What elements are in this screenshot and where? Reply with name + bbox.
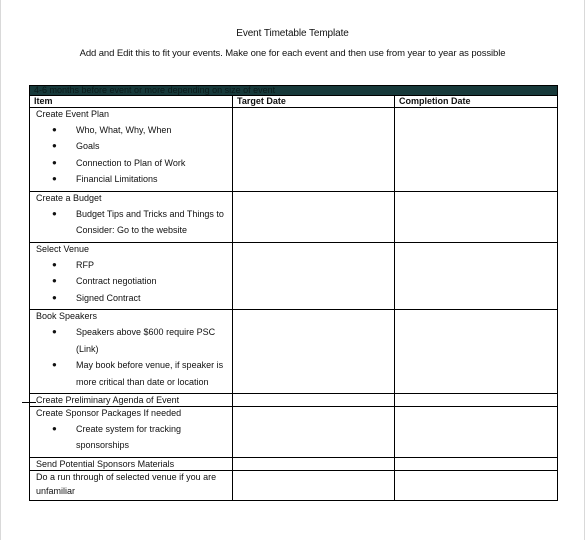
list-item-text: Budget Tips and Tricks and Things to — [76, 208, 224, 219]
table-row — [30, 310, 558, 394]
list-item-text: Contract negotiation — [76, 276, 157, 287]
completion-date-cell[interactable] — [395, 191, 558, 242]
target-date-cell[interactable] — [233, 470, 395, 500]
target-date-cell[interactable] — [233, 394, 395, 407]
list-item — [34, 324, 228, 357]
section-header-row — [30, 86, 558, 96]
table-row — [30, 470, 558, 500]
table-row — [30, 108, 558, 192]
subtask-list — [34, 419, 228, 457]
bullet-icon: ● — [52, 157, 57, 167]
subtask-list — [34, 255, 228, 310]
bullet-icon: ● — [52, 292, 57, 302]
column-header-completion-date: Completion Date — [395, 96, 558, 108]
column-header-row — [30, 96, 558, 108]
subtask-list — [34, 120, 228, 191]
bullet-icon: ● — [52, 360, 57, 370]
completion-date-cell[interactable] — [395, 108, 558, 192]
bullet-icon: ● — [52, 276, 57, 286]
list-item — [34, 273, 228, 290]
list-item-text: Signed Contract — [76, 292, 141, 303]
item-cell[interactable] — [30, 242, 233, 309]
list-item — [34, 171, 228, 188]
completion-date-cell[interactable] — [395, 310, 558, 394]
list-item — [34, 138, 228, 155]
list-item-text: Financial Limitations — [76, 174, 158, 185]
document-subtitle: Add and Edit this to fit your events. Make one for each event and then use from year to year as possible — [79, 48, 506, 59]
table-row — [30, 406, 558, 457]
item-cell[interactable] — [30, 470, 233, 500]
bullet-icon: ● — [52, 423, 57, 433]
target-date-cell[interactable] — [233, 108, 395, 192]
task-rows — [30, 108, 558, 501]
task-title: Book Speakers — [36, 311, 98, 322]
task-title: Create Sponsor Packages If needed — [36, 407, 182, 418]
item-cell[interactable] — [30, 108, 233, 192]
list-item-text: Speakers above $600 require PSC — [76, 327, 216, 338]
list-item-text: Goals — [76, 141, 100, 152]
subtask-list — [34, 322, 228, 393]
list-item-text: Create system for tracking — [76, 423, 182, 434]
list-item-text: Who, What, Why, When — [76, 124, 172, 135]
task-title: Do a run through of selected venue if you are — [36, 471, 217, 482]
task-title: Create Preliminary Agenda of Event — [36, 395, 180, 406]
table-row — [30, 457, 558, 470]
list-item — [34, 257, 228, 274]
document-title: Event Timetable Template — [236, 28, 349, 39]
column-header-item: Item — [30, 96, 233, 108]
list-item-text: more critical than date or location — [76, 376, 209, 387]
item-cell[interactable] — [30, 310, 233, 394]
subtask-list — [34, 204, 228, 242]
target-date-cell[interactable] — [233, 242, 395, 309]
table-row — [30, 242, 558, 309]
table-row — [30, 394, 558, 407]
completion-date-cell[interactable] — [395, 242, 558, 309]
task-title: Create a Budget — [36, 192, 102, 203]
bullet-icon: ● — [52, 141, 57, 151]
completion-date-cell[interactable] — [395, 457, 558, 470]
list-item-text: May book before venue, if speaker is — [76, 360, 224, 371]
item-cell[interactable] — [30, 191, 233, 242]
event-timetable — [29, 85, 558, 501]
target-date-cell[interactable] — [233, 406, 395, 457]
task-title: Select Venue — [36, 243, 90, 254]
task-title: Create Event Plan — [36, 109, 110, 119]
target-date-cell[interactable] — [233, 191, 395, 242]
list-item-text: sponsorships — [76, 440, 130, 451]
completion-date-cell[interactable] — [395, 470, 558, 500]
completion-date-cell[interactable] — [395, 394, 558, 407]
bullet-icon: ● — [52, 327, 57, 337]
task-title-continued: unfamiliar — [36, 485, 76, 496]
item-cell[interactable] — [30, 457, 233, 470]
bullet-icon: ● — [52, 174, 57, 184]
table-row — [30, 191, 558, 242]
target-date-cell[interactable] — [233, 310, 395, 394]
list-item — [34, 155, 228, 172]
list-item — [34, 206, 228, 239]
item-cell[interactable] — [30, 406, 233, 457]
section-header: 4-6 months before event or more depending on size of event — [30, 86, 558, 96]
list-item-text: RFP — [76, 259, 94, 270]
bullet-icon: ● — [52, 208, 57, 218]
list-item-text: Consider: Go to the website — [76, 225, 188, 236]
bullet-icon: ● — [52, 259, 57, 269]
item-cell[interactable] — [30, 394, 233, 407]
list-item-text: (Link) — [76, 343, 99, 354]
task-title: Send Potential Sponsors Materials — [36, 458, 175, 469]
list-item — [34, 290, 228, 307]
bullet-icon: ● — [52, 124, 57, 134]
list-item — [34, 357, 228, 390]
completion-date-cell[interactable] — [395, 406, 558, 457]
column-header-target-date: Target Date — [233, 96, 395, 108]
list-item — [34, 421, 228, 454]
list-item — [34, 122, 228, 139]
list-item-text: Connection to Plan of Work — [76, 157, 186, 168]
target-date-cell[interactable] — [233, 457, 395, 470]
